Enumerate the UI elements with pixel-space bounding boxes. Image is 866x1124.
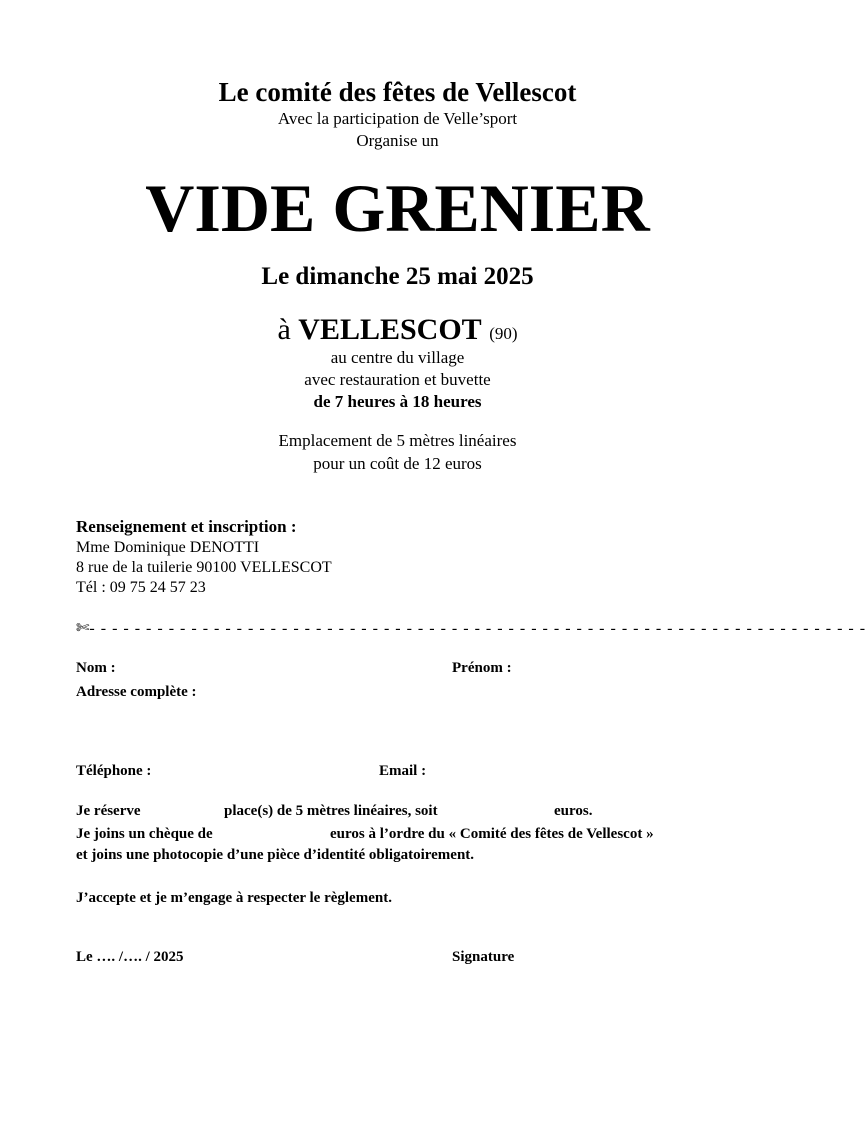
form-label-nom: Nom : xyxy=(76,660,116,676)
event-location xyxy=(0,312,795,352)
event-detail-catering: avec restauration et buvette xyxy=(304,370,491,389)
contact-phone: Tél : 09 75 24 57 23 xyxy=(76,579,206,596)
location-prefix: à xyxy=(277,313,291,346)
cut-line xyxy=(76,616,866,640)
signature-label: Signature xyxy=(452,949,515,965)
cheque-text-end: euros à l’ordre du « Comité des fêtes de Vellescot » xyxy=(330,826,654,842)
event-detail-place: au centre du village xyxy=(330,348,465,367)
scissors-icon: ✄ xyxy=(76,618,90,637)
id-document-line: et joins une photocopie d’une pièce d’identité obligatoirement. xyxy=(76,847,475,863)
accept-rules-line: J’accepte et je m’engage à respecter le règlement. xyxy=(76,890,392,906)
reserve-text-end: euros. xyxy=(554,803,593,819)
event-detail-hours: de 7 heures à 18 heures xyxy=(313,392,482,411)
location-department: (90) xyxy=(489,324,518,343)
organise-line: Organise un xyxy=(356,131,439,150)
pitch-price: pour un coût de 12 euros xyxy=(313,454,482,473)
organizer-title: Le comité des fêtes de Vellescot xyxy=(218,77,577,107)
form-label-prenom: Prénom : xyxy=(452,660,512,676)
contact-heading: Renseignement et inscription : xyxy=(76,517,297,536)
cut-dashes: - - - - - - - - - - - - - - - - - - - - - - - - - - - - - - - - - - - - - - - - - - - - - - - - - - - - - - - - - - - - - - - - - - - - - xyxy=(89,620,866,637)
contact-name: Mme Dominique DENOTTI xyxy=(76,539,260,556)
contact-address: 8 rue de la tuilerie 90100 VELLESCOT xyxy=(76,559,332,576)
event-date: Le dimanche 25 mai 2025 xyxy=(261,263,534,290)
form-label-telephone: Téléphone : xyxy=(76,763,152,779)
location-city: VELLESCOT xyxy=(298,313,482,346)
participation-line: Avec la participation de Velle’sport xyxy=(277,109,518,128)
reserve-text-start: Je réserve xyxy=(76,803,141,819)
date-field: Le …. /…. / 2025 xyxy=(76,949,184,965)
form-label-email: Email : xyxy=(379,763,427,779)
reserve-text-middle: place(s) de 5 mètres linéaires, soit xyxy=(224,803,438,819)
cheque-text-start: Je joins un chèque de xyxy=(76,826,213,842)
form-label-adresse: Adresse complète : xyxy=(76,684,197,700)
pitch-size: Emplacement de 5 mètres linéaires xyxy=(278,431,517,450)
event-title: VIDE GRENIER xyxy=(145,170,650,246)
